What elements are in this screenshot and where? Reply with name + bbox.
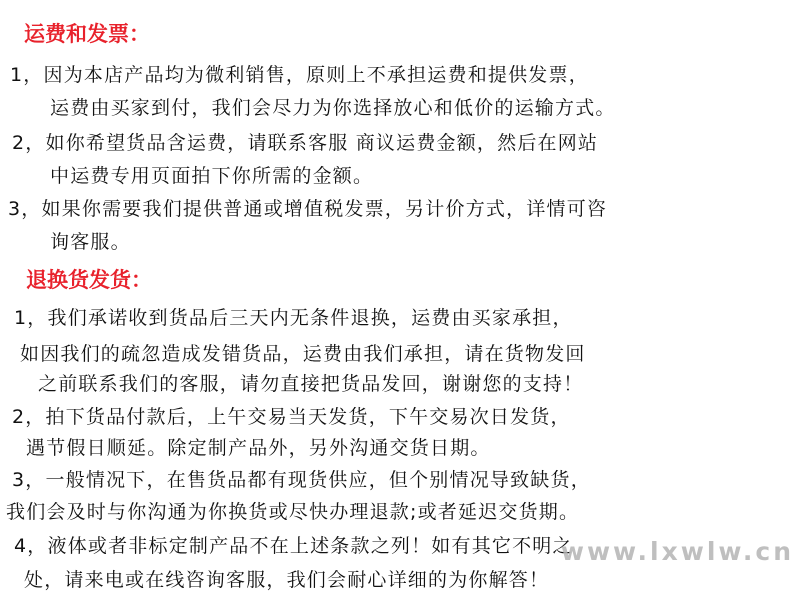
shipping-invoice-line-4: 中运费专用页面拍下你所需的金额。 [50,165,374,187]
returns-line-2: 如因我们的疏忽造成发错货品，运费由我们承担，请在货物发回 [20,343,586,365]
returns-line-4: 2，拍下货品付款后，上午交易当天发货，下午交易次日发货， [12,406,571,428]
shipping-invoice-heading: 运费和发票： [24,22,150,46]
returns-shipping-heading: 退换货发货： [26,268,152,292]
returns-line-1: 1，我们承诺收到货品后三天内无条件退换，运费由买家承担， [14,307,573,329]
returns-line-5: 遇节假日顺延。除定制产品外，另外沟通交货日期。 [26,437,491,459]
returns-line-9: 处，请来电或在线咨询客服，我们会耐心详细的为你解答！ [24,569,550,591]
returns-line-6: 3，一般情况下，在售货品都有现货供应，但个别情况导致缺货， [12,469,591,491]
returns-line-3: 之前联系我们的客服，请勿直接把货品发回，谢谢您的支持！ [38,373,584,395]
shipping-invoice-line-3: 2，如你希望货品含运费，请联系客服 商议运费金额，然后在网站 [12,132,599,154]
shipping-invoice-line-1: 1，因为本店产品均为微利销售，原则上不承担运费和提供发票， [10,64,589,86]
shipping-invoice-line-6: 询客服。 [50,231,131,253]
shipping-invoice-line-5: 3，如果你需要我们提供普通或增值税发票，另计价方式，详情可咨 [8,198,608,220]
site-watermark: www.lxwlw.cn [560,537,794,566]
returns-line-8: 4，液体或者非标定制产品不在上述条款之列！如有其它不明之 [14,535,573,557]
shipping-invoice-line-2: 运费由买家到付，我们会尽力为你选择放心和低价的运输方式。 [50,97,616,119]
returns-line-7: 我们会及时与你沟通为你换货或尽快办理退款;或者延迟交货期。 [6,501,580,523]
